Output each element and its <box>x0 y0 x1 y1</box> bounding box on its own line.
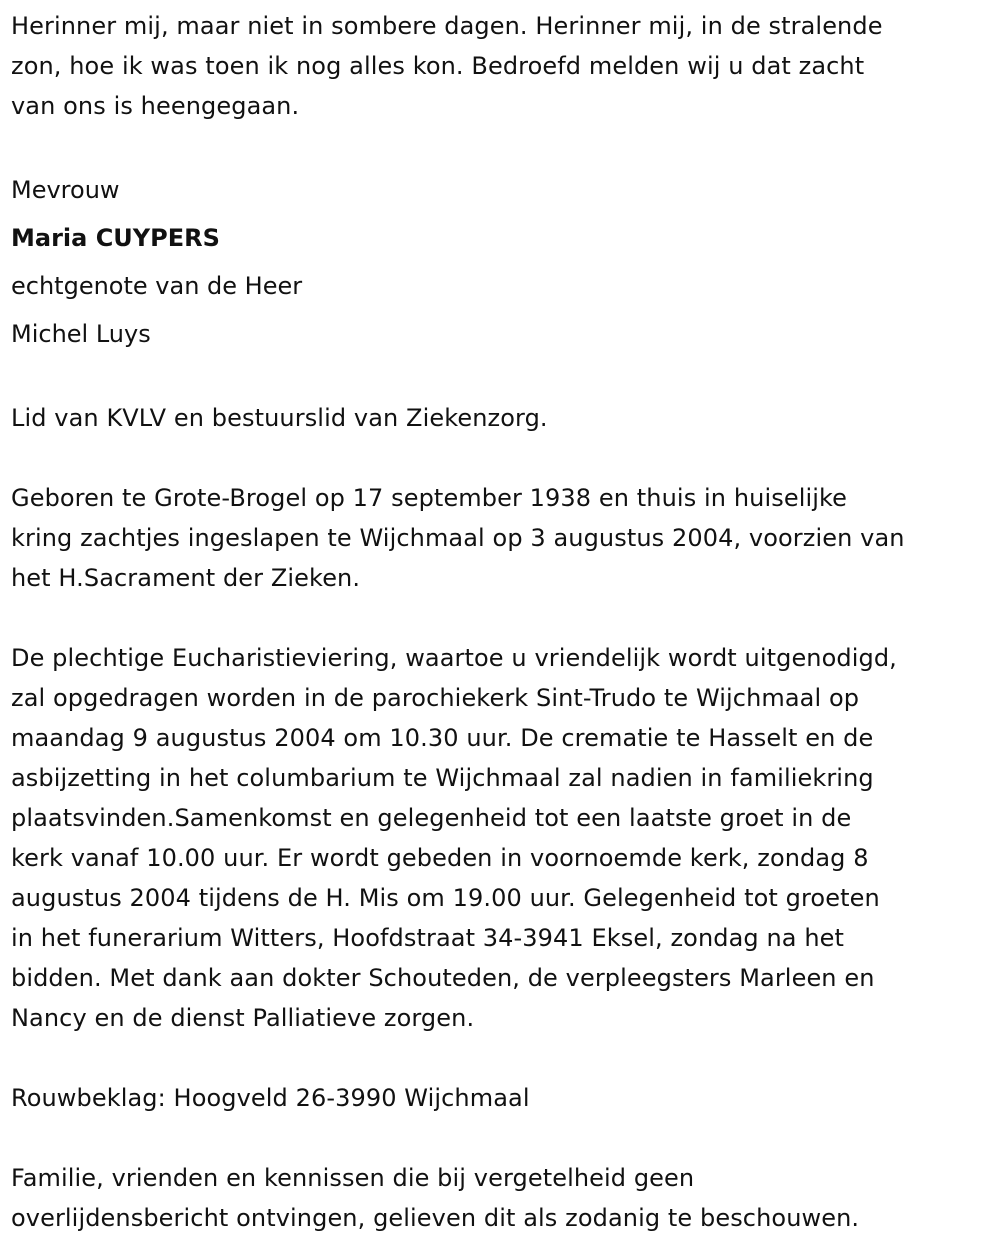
deceased-name: Maria CUYPERS <box>11 224 220 252</box>
birth-death-text: Geboren te Grote-Brogel op 17 september 1938 en thuis in huiselijke kring zachtjes ingeslapen te Wijchmaal op 3 augustus 2004, voorzien van het H.Sacrament der Zieken. <box>11 484 905 592</box>
spacer <box>11 126 988 166</box>
spacer <box>11 358 988 398</box>
spacer <box>11 438 988 478</box>
membership-text: Lid van KVLV en bestuurslid van Ziekenzorg. <box>11 404 548 432</box>
condolence-address: Rouwbeklag: Hoogveld 26-3990 Wijchmaal <box>11 1084 530 1112</box>
ceremony-text: De plechtige Eucharistieviering, waartoe u vriendelijk wordt uitgenodigd, zal opgedragen worden in de parochiekerk Sint-Trudo te Wijchmaal op maandag 9 augustus 2004 om 10.30 uur. De crematie te Hasselt en de asbijzetting in het columbarium te Wijchmaal zal nadien in familiekring plaatsvinden.Samenkomst en gelegenheid tot een laatste groet in de kerk vanaf 10.00 uur. Er wordt gebeden in voornoemde kerk, zondag 8 augustus 2004 tijdens de H. Mis om 19.00 uur. Gelegenheid tot groeten in het funerarium Witters, Hoofdstraat 34-3941 Eksel, zondag na het bidden. Met dank aan dokter Schouteden, de verpleegsters Marleen en Nancy en de dienst Palliatieve zorgen. <box>11 644 897 1032</box>
spacer <box>11 1038 988 1078</box>
deceased-title: Mevrouw <box>11 176 120 204</box>
closing-notice: Familie, vrienden en kennissen die bij vergetelheid geen overlijdensbericht ontvingen, gelieven dit als zodanig te beschouwen. <box>11 1164 860 1232</box>
spacer <box>11 598 988 638</box>
opening-verse: Herinner mij, maar niet in sombere dagen. Herinner mij, in de stralende zon, hoe ik was toen ik nog alles kon. Bedroefd melden wij u dat zacht van ons is heengegaan. <box>11 12 883 120</box>
spacer <box>11 1118 988 1158</box>
deceased-relation: echtgenote van de Heer <box>11 272 303 300</box>
spouse-name: Michel Luys <box>11 320 151 348</box>
